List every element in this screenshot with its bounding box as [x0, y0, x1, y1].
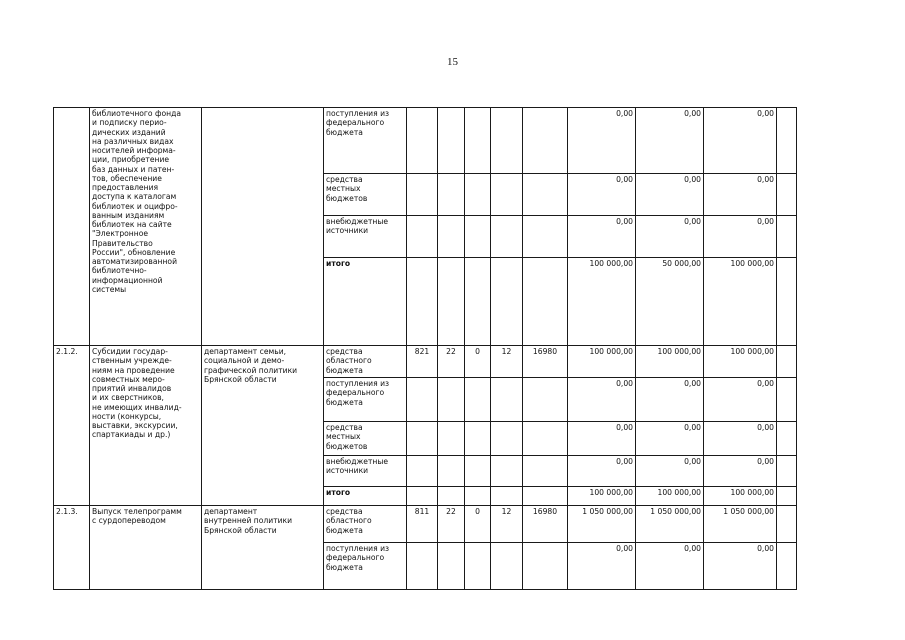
activity-description: Субсидии государ- ственным учрежде- ниям на проведение совместных меро- приятий инвалидов и их сверстников, не имеющих инвалид- ности (конкурсы, выставки, экскурсии, спартакиады и др.) — [90, 346, 202, 506]
code-program: 12 — [491, 346, 523, 378]
amount-year-2: 0,00 — [636, 543, 704, 590]
funding-source: средства областного бюджета — [324, 346, 407, 378]
amount-year-2: 0,00 — [636, 174, 704, 216]
row-number: 2.1.3. — [54, 506, 90, 590]
funding-source: средства местных бюджетов — [324, 174, 407, 216]
code-target: 16980 — [523, 506, 568, 543]
funding-source: средства местных бюджетов — [324, 422, 407, 456]
code-section: 22 — [438, 346, 465, 378]
department-cell: департамент семьи, социальной и демо- графической политики Брянской области — [202, 346, 324, 506]
code-ministry: 821 — [407, 346, 438, 378]
amount-year-1: 0,00 — [568, 216, 636, 258]
amount-year-1: 100 000,00 — [568, 346, 636, 378]
amount-year-3: 0,00 — [704, 543, 777, 590]
total-label: итого — [324, 258, 407, 346]
amount-year-2: 0,00 — [636, 216, 704, 258]
amount-year-2: 100 000,00 — [636, 346, 704, 378]
table-row — [54, 506, 797, 543]
amount-year-1: 0,00 — [568, 378, 636, 422]
row-number-cell — [54, 108, 90, 346]
amount-year-3: 0,00 — [704, 108, 777, 174]
amount-year-2: 100 000,00 — [636, 487, 704, 506]
code-ministry: 811 — [407, 506, 438, 543]
code-subsection: 0 — [465, 346, 491, 378]
activity-description: Выпуск телепрограмм с сурдопереводом — [90, 506, 202, 590]
amount-year-1: 100 000,00 — [568, 487, 636, 506]
table-row — [54, 346, 797, 378]
code-program: 12 — [491, 506, 523, 543]
amount-year-1: 0,00 — [568, 543, 636, 590]
funding-source: поступления из федерального бюджета — [324, 543, 407, 590]
funding-source: средства областного бюджета — [324, 506, 407, 543]
funding-source: поступления из федерального бюджета — [324, 108, 407, 174]
amount-year-3: 0,00 — [704, 456, 777, 487]
code-subsection: 0 — [465, 506, 491, 543]
amount-year-3: 100 000,00 — [704, 487, 777, 506]
amount-year-2: 1 050 000,00 — [636, 506, 704, 543]
amount-year-3: 0,00 — [704, 422, 777, 456]
activity-description: библиотечного фонда и подписку перио- дических изданий на различных видах носителей информа- ции, приобретение баз данных и патен- тов, обеспечение предоставления доступа к каталогам библиотек и оцифро- ванным изданиям библиотек на сайте "Электронное Правительство России", обновление автоматизированной библиотечно- информационной системы — [90, 108, 202, 346]
amount-year-1: 0,00 — [568, 456, 636, 487]
department-cell — [202, 108, 324, 346]
total-label: итого — [324, 487, 407, 506]
page-number: 15 — [447, 56, 458, 68]
amount-year-3: 100 000,00 — [704, 346, 777, 378]
budget-table — [53, 107, 797, 590]
funding-source: внебюджетные источники — [324, 456, 407, 487]
amount-year-2: 0,00 — [636, 422, 704, 456]
amount-year-2: 0,00 — [636, 456, 704, 487]
amount-year-1: 100 000,00 — [568, 258, 636, 346]
amount-year-2: 0,00 — [636, 378, 704, 422]
funding-source: внебюджетные источники — [324, 216, 407, 258]
amount-year-3: 100 000,00 — [704, 258, 777, 346]
amount-year-3: 0,00 — [704, 378, 777, 422]
code-target: 16980 — [523, 346, 568, 378]
amount-year-1: 0,00 — [568, 422, 636, 456]
amount-year-1: 1 050 000,00 — [568, 506, 636, 543]
amount-year-1: 0,00 — [568, 108, 636, 174]
amount-year-1: 0,00 — [568, 174, 636, 216]
code-section: 22 — [438, 506, 465, 543]
amount-year-2: 0,00 — [636, 108, 704, 174]
row-number: 2.1.2. — [54, 346, 90, 506]
table-row — [54, 108, 797, 174]
funding-source: поступления из федерального бюджета — [324, 378, 407, 422]
amount-year-3: 1 050 000,00 — [704, 506, 777, 543]
department-cell: департамент внутренней политики Брянской области — [202, 506, 324, 590]
amount-year-3: 0,00 — [704, 174, 777, 216]
amount-year-2: 50 000,00 — [636, 258, 704, 346]
amount-year-3: 0,00 — [704, 216, 777, 258]
